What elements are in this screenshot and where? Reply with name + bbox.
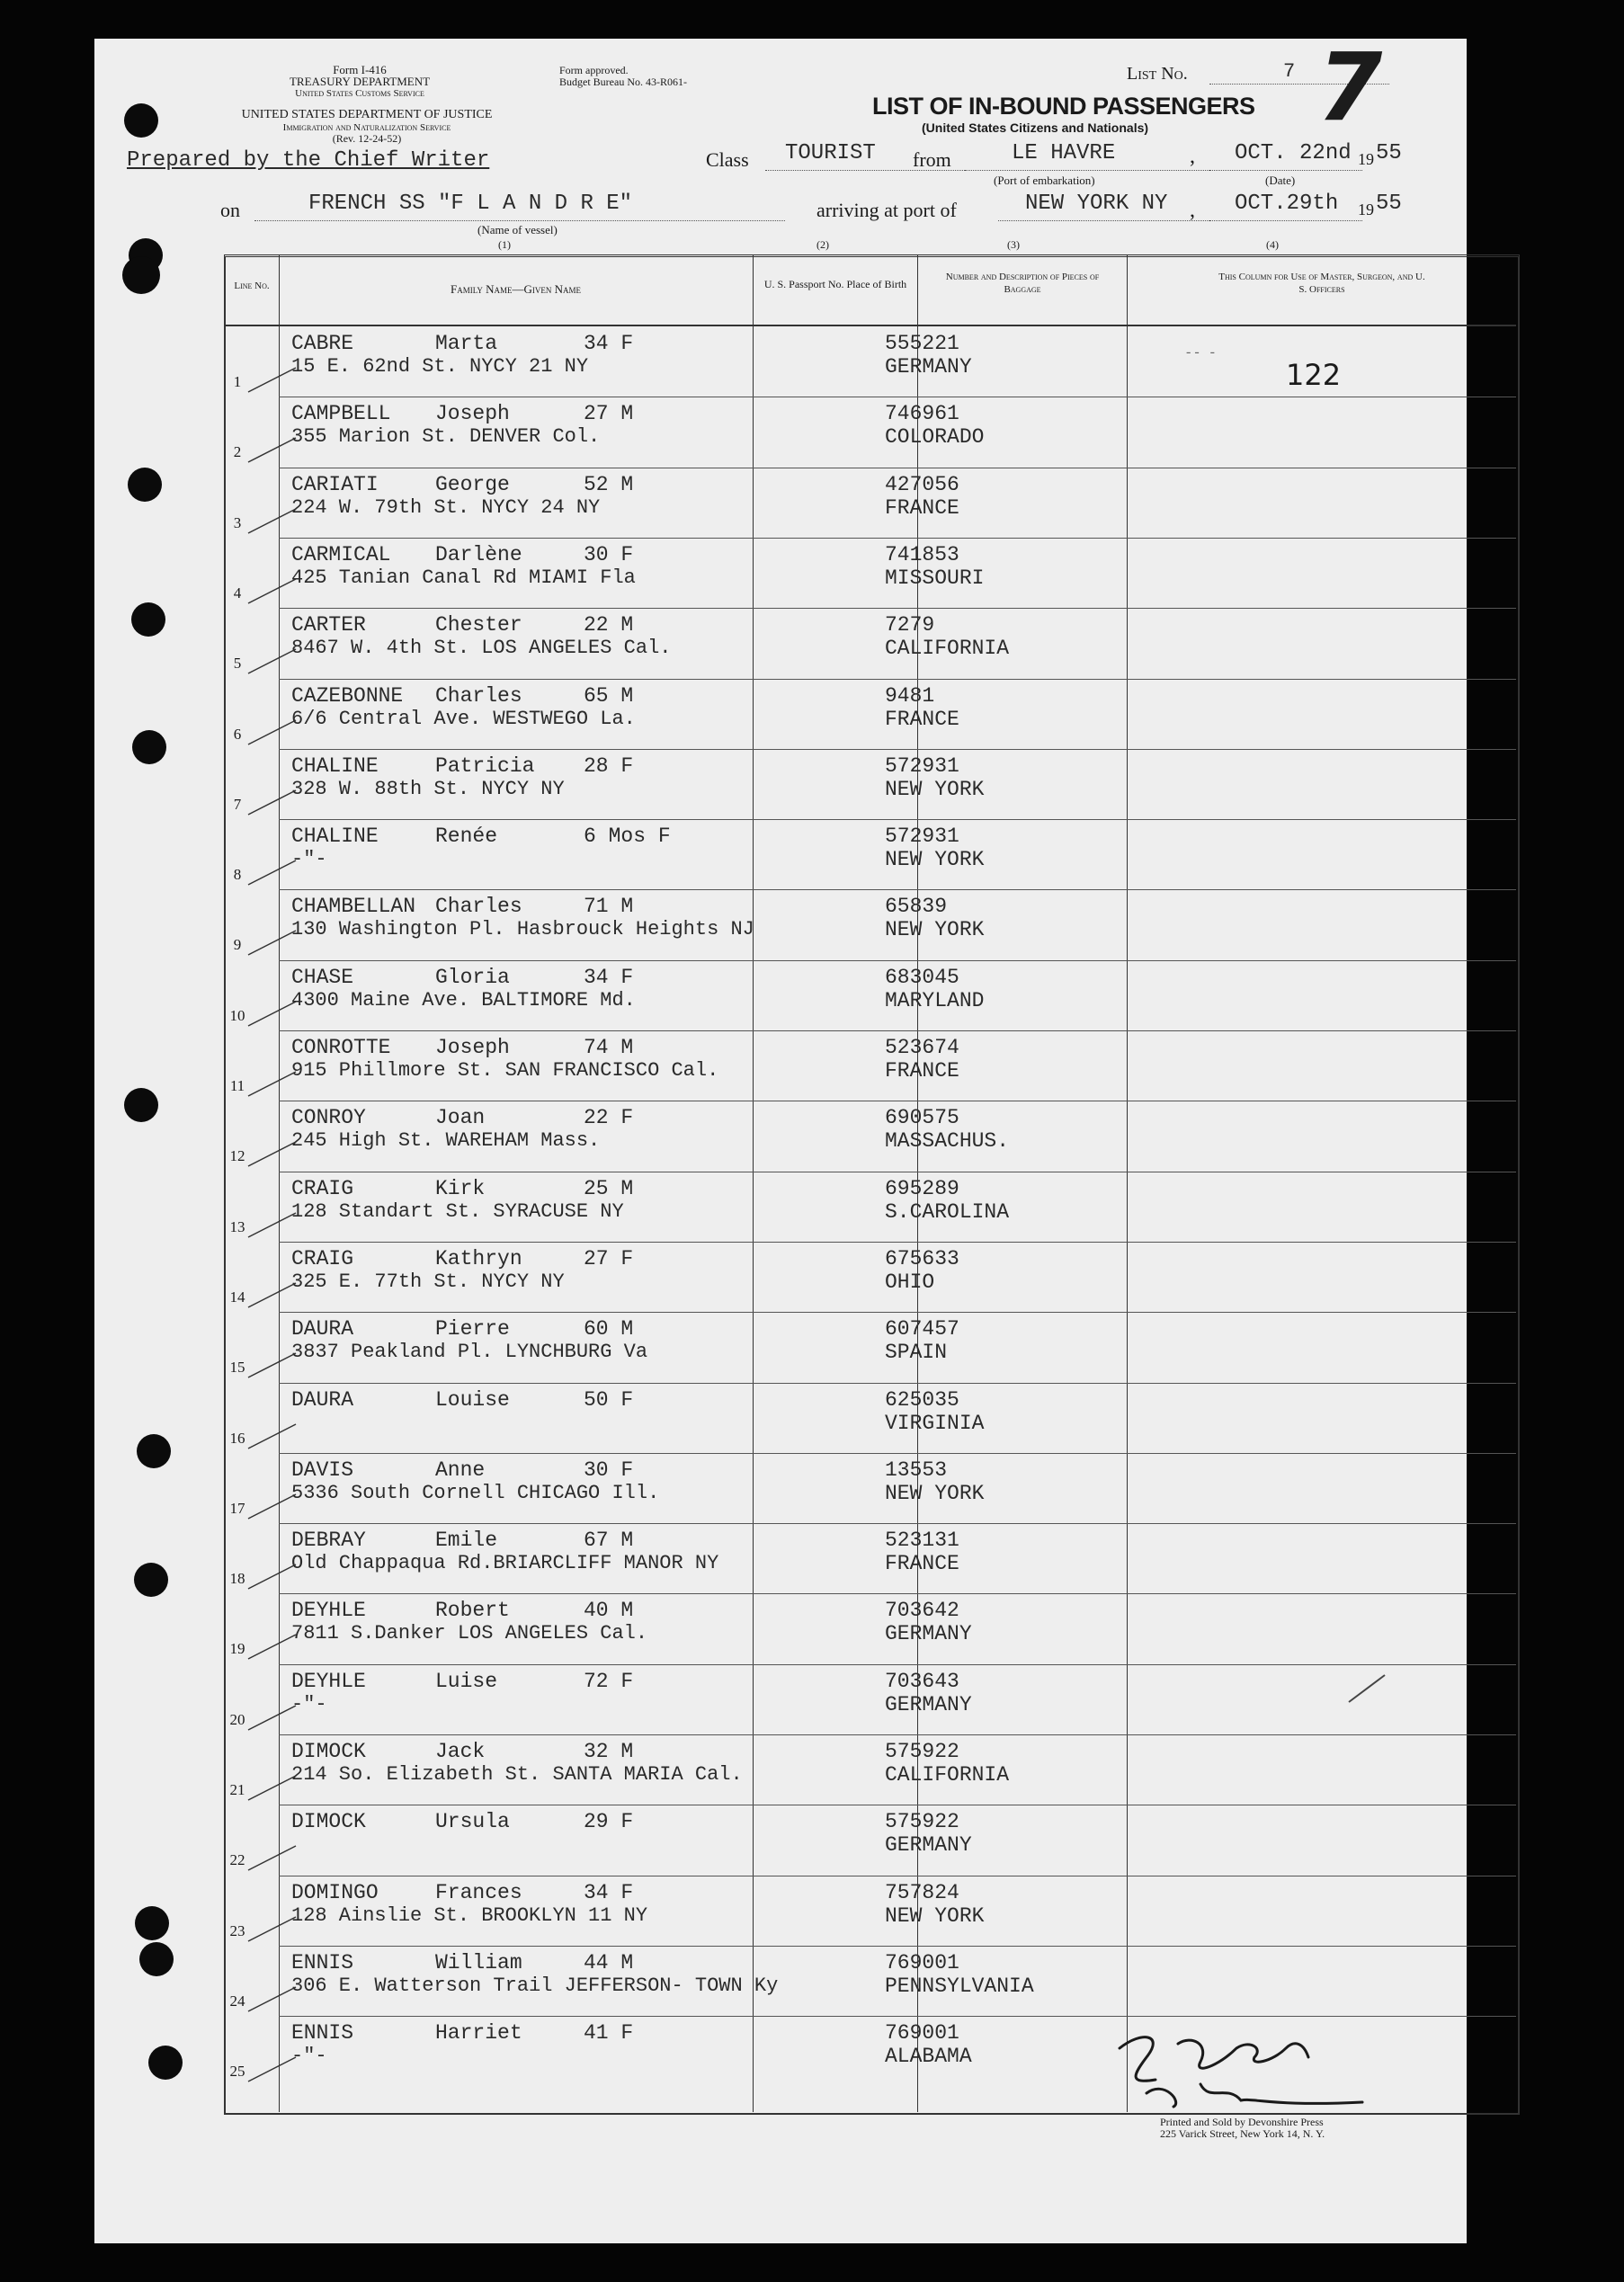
check-mark xyxy=(246,1910,300,1946)
comma-separator: , xyxy=(1190,199,1195,222)
us-address: 5336 South Cornell CHICAGO Ill. xyxy=(291,1482,660,1504)
date-caption: (Date) xyxy=(1265,174,1296,187)
punch-hole xyxy=(148,2046,183,2080)
class-value: TOURIST xyxy=(785,141,876,165)
manifest-sheet xyxy=(94,32,1467,2243)
prepared-by: Prepared by the Chief Writer xyxy=(127,148,490,173)
birthplace: NEW YORK xyxy=(885,778,985,801)
surname: ENNIS xyxy=(291,1951,354,1974)
passport-number: 757824 xyxy=(885,1881,959,1904)
given-name: Charles xyxy=(435,895,522,918)
given-name: Renée xyxy=(435,825,498,848)
surname: CONROY xyxy=(291,1106,366,1129)
passport-number: 675633 xyxy=(885,1247,959,1270)
us-address: 245 High St. WAREHAM Mass. xyxy=(291,1129,601,1152)
line-number: 22 xyxy=(229,1851,245,1868)
col-num-3: (3) xyxy=(1007,238,1020,251)
given-name: Kirk xyxy=(435,1177,486,1200)
passport-number: 690575 xyxy=(885,1106,959,1129)
line-number: 18 xyxy=(229,1570,245,1587)
punch-hole xyxy=(139,1942,174,1976)
age-sex: 27 M xyxy=(584,402,634,425)
birthplace: FRANCE xyxy=(885,708,959,731)
us-address: 7811 S.Danker LOS ANGELES Cal. xyxy=(291,1622,648,1645)
page-subtitle: (United States Citizens and Nationals) xyxy=(922,120,1149,135)
given-name: Frances xyxy=(435,1881,522,1904)
surname: CAZEBONNE xyxy=(291,684,404,708)
birthplace: COLORADO xyxy=(885,425,985,449)
birthplace: NEW YORK xyxy=(885,1904,985,1928)
line-number: 13 xyxy=(229,1218,245,1235)
birthplace: FRANCE xyxy=(885,1059,959,1083)
line-number: 6 xyxy=(233,726,242,743)
line-number: 25 xyxy=(229,2063,245,2080)
age-sex: 34 F xyxy=(584,1881,634,1904)
given-name: Gloria xyxy=(435,966,510,989)
table-row xyxy=(224,326,1461,397)
passport-number: 9481 xyxy=(885,684,935,708)
ins-label: Immigration and Naturalization Service xyxy=(282,122,451,133)
age-sex: 34 F xyxy=(584,332,634,355)
surname: CRAIG xyxy=(291,1177,354,1200)
passport-number: 695289 xyxy=(885,1177,959,1200)
line-number: 23 xyxy=(229,1922,245,1939)
given-name: Harriet xyxy=(435,2021,522,2045)
surname: DAURA xyxy=(291,1388,354,1412)
check-mark xyxy=(246,1627,300,1663)
list-no-handwritten: 7 xyxy=(1317,32,1383,142)
line-number: 19 xyxy=(229,1640,245,1657)
passport-number: 607457 xyxy=(885,1317,959,1341)
passport-number: 575922 xyxy=(885,1810,959,1833)
budget-bureau: Budget Bureau No. 43-R061- xyxy=(559,76,687,88)
us-address: 306 E. Watterson Trail JEFFERSON- TOWN Ky xyxy=(291,1974,779,1997)
age-sex: 72 F xyxy=(584,1670,634,1693)
vessel-caption: (Name of vessel) xyxy=(477,223,558,236)
us-address: 328 W. 88th St. NYCY NY xyxy=(291,778,565,800)
us-address: 325 E. 77th St. NYCY NY xyxy=(291,1270,565,1293)
given-name: Robert xyxy=(435,1599,510,1622)
line-number: 10 xyxy=(229,1007,245,1024)
check-mark xyxy=(246,1839,300,1875)
line-number: 7 xyxy=(233,796,242,813)
embarkation-port: LE HAVRE xyxy=(1012,141,1116,165)
age-sex: 22 M xyxy=(584,613,634,637)
birthplace: CALIFORNIA xyxy=(885,637,1010,660)
surname: CARIATI xyxy=(291,473,379,496)
given-name: Joseph xyxy=(435,1036,510,1059)
given-name: Marta xyxy=(435,332,498,355)
birthplace: CALIFORNIA xyxy=(885,1763,1010,1787)
age-sex: 29 F xyxy=(584,1810,634,1833)
table-row xyxy=(224,889,1461,959)
col-header-baggage: Number and Description of Pieces of Baggage xyxy=(945,272,1100,295)
table-row xyxy=(224,1593,1461,1663)
given-name: William xyxy=(435,1951,522,1974)
table-row xyxy=(224,1734,1461,1805)
justice-dept: UNITED STATES DEPARTMENT OF JUSTICE xyxy=(241,108,493,121)
age-sex: 40 M xyxy=(584,1599,634,1622)
check-mark xyxy=(246,713,300,749)
age-sex: 22 F xyxy=(584,1106,634,1129)
passport-number: 769001 xyxy=(885,1951,959,1974)
age-sex: 25 M xyxy=(584,1177,634,1200)
table-row xyxy=(224,397,1461,467)
line-number: 2 xyxy=(233,443,242,460)
given-name: Darlène xyxy=(435,543,522,566)
punch-hole xyxy=(135,1906,169,1940)
officer-marks: - - - xyxy=(1186,344,1215,360)
line-number: 11 xyxy=(229,1077,245,1094)
departure-date: OCT. 22nd xyxy=(1235,141,1352,165)
us-address: 425 Tanian Canal Rd MIAMI Fla xyxy=(291,566,636,589)
table-row xyxy=(224,1030,1461,1101)
us-address: 8467 W. 4th St. LOS ANGELES Cal. xyxy=(291,637,672,659)
age-sex: 30 F xyxy=(584,543,634,566)
passport-number: 523674 xyxy=(885,1036,959,1059)
check-mark xyxy=(246,1065,300,1101)
check-mark xyxy=(246,1346,300,1382)
age-sex: 71 M xyxy=(584,895,634,918)
revision-date: (Rev. 12-24-52) xyxy=(332,132,402,145)
check-mark xyxy=(246,1276,300,1312)
surname: CHALINE xyxy=(291,754,379,778)
punch-hole xyxy=(128,468,162,502)
check-mark xyxy=(246,783,300,819)
table-row xyxy=(224,1453,1461,1523)
line-number: 24 xyxy=(229,1992,245,2010)
us-address: 355 Marion St. DENVER Col. xyxy=(291,425,601,448)
surname: DEBRAY xyxy=(291,1529,366,1552)
check-mark xyxy=(246,642,300,678)
surname: DEYHLE xyxy=(291,1599,366,1622)
us-address: 130 Washington Pl. Hasbrouck Heights NJ xyxy=(291,918,754,940)
age-sex: 6 Mos F xyxy=(584,825,671,848)
birthplace: MASSACHUS. xyxy=(885,1129,1010,1153)
table-row xyxy=(224,1312,1461,1382)
departure-year: 55 xyxy=(1376,141,1402,165)
table-row xyxy=(224,819,1461,889)
punch-hole xyxy=(134,1563,168,1597)
us-address: -"- xyxy=(291,848,327,870)
on-label: on xyxy=(220,199,240,221)
age-sex: 32 M xyxy=(584,1740,634,1763)
given-name: Luise xyxy=(435,1670,498,1693)
passport-number: 703642 xyxy=(885,1599,959,1622)
surname: DAURA xyxy=(291,1317,354,1341)
arrival-year: 55 xyxy=(1376,192,1402,216)
birthplace: NEW YORK xyxy=(885,1482,985,1505)
check-mark xyxy=(246,1206,300,1242)
given-name: Jack xyxy=(435,1740,486,1763)
birthplace: FRANCE xyxy=(885,1552,959,1575)
check-mark xyxy=(246,1417,300,1453)
surname: CAMPBELL xyxy=(291,402,391,425)
birthplace: MISSOURI xyxy=(885,566,985,590)
passport-number: 572931 xyxy=(885,754,959,778)
birthplace: S.CAROLINA xyxy=(885,1200,1010,1224)
check-mark xyxy=(246,431,300,467)
given-name: George xyxy=(435,473,510,496)
birthplace: VIRGINIA xyxy=(885,1412,985,1435)
line-number: 17 xyxy=(229,1500,245,1517)
us-address: 6/6 Central Ave. WESTWEGO La. xyxy=(291,708,636,730)
comma-separator: , xyxy=(1190,145,1195,168)
form-number: Form I-416 xyxy=(333,63,387,76)
punch-hole xyxy=(122,256,160,294)
surname: DIMOCK xyxy=(291,1810,366,1833)
check-mark xyxy=(246,1698,300,1734)
age-sex: 65 M xyxy=(584,684,634,708)
passport-number: 555221 xyxy=(885,332,959,355)
given-name: Louise xyxy=(435,1388,510,1412)
embarkation-caption: (Port of embarkation) xyxy=(994,174,1095,187)
surname: CHAMBELLAN xyxy=(291,895,416,918)
birthplace: GERMANY xyxy=(885,1622,972,1645)
passport-number: 769001 xyxy=(885,2021,959,2045)
vessel-name: FRENCH SS "F L A N D R E" xyxy=(308,192,633,216)
table-row xyxy=(224,1664,1461,1734)
punch-hole xyxy=(131,602,165,637)
check-mark xyxy=(246,572,300,608)
age-sex: 67 M xyxy=(584,1529,634,1552)
us-address: 224 W. 79th St. NYCY 24 NY xyxy=(291,496,601,519)
arriving-label: arriving at port of xyxy=(816,199,957,221)
given-name: Pierre xyxy=(435,1317,510,1341)
given-name: Patricia xyxy=(435,754,535,778)
age-sex: 44 M xyxy=(584,1951,634,1974)
line-number: 21 xyxy=(229,1781,245,1798)
age-sex: 30 F xyxy=(584,1458,634,1482)
given-name: Anne xyxy=(435,1458,486,1482)
arrival-date: OCT.29th xyxy=(1235,192,1339,216)
given-name: Ursula xyxy=(435,1810,510,1833)
line-number: 14 xyxy=(229,1288,245,1306)
passport-number: 13553 xyxy=(885,1458,948,1482)
birthplace: FRANCE xyxy=(885,496,959,520)
table-row xyxy=(224,749,1461,819)
us-address: 15 E. 62nd St. NYCY 21 NY xyxy=(291,355,589,378)
passport-number: 575922 xyxy=(885,1740,959,1763)
check-mark xyxy=(246,1980,300,2016)
col-num-1: (1) xyxy=(498,238,511,251)
line-number: 8 xyxy=(233,866,242,883)
passport-number: 523131 xyxy=(885,1529,959,1552)
given-name: Emile xyxy=(435,1529,498,1552)
given-name: Joseph xyxy=(435,402,510,425)
line-number: 20 xyxy=(229,1711,245,1728)
surname: DIMOCK xyxy=(291,1740,366,1763)
punch-hole xyxy=(132,730,166,764)
passport-number: 741853 xyxy=(885,543,959,566)
list-no-label: List No. xyxy=(1127,64,1188,84)
age-sex: 52 M xyxy=(584,473,634,496)
passport-number: 7279 xyxy=(885,613,935,637)
birthplace: NEW YORK xyxy=(885,848,985,871)
col-header-passport: U. S. Passport No. Place of Birth xyxy=(763,278,907,290)
class-label: Class xyxy=(706,148,749,171)
passport-number: 65839 xyxy=(885,895,948,918)
table-row xyxy=(224,1876,1461,1946)
given-name: Charles xyxy=(435,684,522,708)
table-row xyxy=(224,1523,1461,1593)
line-number: 5 xyxy=(233,655,242,672)
birthplace: MARYLAND xyxy=(885,989,985,1012)
line-number: 15 xyxy=(229,1359,245,1376)
col-num-4: (4) xyxy=(1266,238,1279,251)
form-approved: Form approved. xyxy=(559,64,629,76)
table-row xyxy=(224,679,1461,749)
line-number: 3 xyxy=(233,514,242,531)
age-sex: 34 F xyxy=(584,966,634,989)
surname: CHASE xyxy=(291,966,354,989)
table-row xyxy=(224,1383,1461,1453)
birthplace: SPAIN xyxy=(885,1341,948,1364)
page-title: LIST OF IN-BOUND PASSENGERS xyxy=(872,93,1255,120)
us-address: 214 So. Elizabeth St. SANTA MARIA Cal. xyxy=(291,1763,743,1786)
treasury-dept: TREASURY DEPARTMENT xyxy=(289,75,431,88)
passport-number: 703643 xyxy=(885,1670,959,1693)
table-row xyxy=(224,1242,1461,1312)
age-sex: 50 F xyxy=(584,1388,634,1412)
check-mark xyxy=(246,1557,300,1593)
line-number: 9 xyxy=(233,936,242,953)
given-name: Kathryn xyxy=(435,1247,522,1270)
table-row xyxy=(224,1805,1461,1875)
surname: CARMICAL xyxy=(291,543,391,566)
check-mark xyxy=(246,923,300,959)
col-num-2: (2) xyxy=(816,238,829,251)
printer-address: 225 Varick Street, New York 14, N. Y. xyxy=(1160,2127,1325,2140)
customs-service: United States Customs Service xyxy=(295,88,424,99)
passport-number: 746961 xyxy=(885,402,959,425)
check-mark xyxy=(246,1135,300,1171)
punch-hole xyxy=(137,1434,171,1468)
surname: CARTER xyxy=(291,613,366,637)
arrival-port: NEW YORK NY xyxy=(1025,192,1168,216)
age-sex: 74 M xyxy=(584,1036,634,1059)
birthplace: PENNSYLVANIA xyxy=(885,1974,1034,1998)
passport-number: 427056 xyxy=(885,473,959,496)
check-mark xyxy=(246,2050,300,2086)
col-header-officers: This Column for Use of Master, Surgeon, and U. S. Officers xyxy=(1218,272,1425,295)
printer-credit: Printed and Sold by Devonshire Press xyxy=(1160,2116,1324,2128)
surname: CHALINE xyxy=(291,825,379,848)
passport-number: 572931 xyxy=(885,825,959,848)
line-number: 4 xyxy=(233,584,242,602)
surname: DOMINGO xyxy=(291,1881,379,1904)
surname: CABRE xyxy=(291,332,354,355)
table-row xyxy=(224,608,1461,678)
us-address: 128 Ainslie St. BROOKLYN 11 NY xyxy=(291,1904,648,1927)
check-mark xyxy=(246,361,300,397)
col-header-line: Line No. xyxy=(234,281,270,291)
passport-number: 683045 xyxy=(885,966,959,989)
surname: DAVIS xyxy=(291,1458,354,1482)
line-number: 1 xyxy=(233,373,242,390)
us-address: 128 Standart St. SYRACUSE NY xyxy=(291,1200,624,1223)
line-number: 12 xyxy=(229,1147,245,1164)
line-number: 16 xyxy=(229,1430,245,1447)
birthplace: OHIO xyxy=(885,1270,935,1294)
surname: DEYHLE xyxy=(291,1670,366,1693)
birthplace: GERMANY xyxy=(885,1693,972,1716)
age-sex: 41 F xyxy=(584,2021,634,2045)
col-header-name: Family Name—Given Name xyxy=(451,282,581,296)
list-no-typed: 7 xyxy=(1283,60,1296,83)
us-address: 915 Phillmore St. SAN FRANCISCO Cal. xyxy=(291,1059,719,1082)
surname: CONROTTE xyxy=(291,1036,391,1059)
surname: ENNIS xyxy=(291,2021,354,2045)
check-mark xyxy=(246,1487,300,1523)
pen-mark xyxy=(1344,1671,1389,1707)
age-sex: 60 M xyxy=(584,1317,634,1341)
officer-number: 122 xyxy=(1286,358,1342,392)
age-sex: 27 F xyxy=(584,1247,634,1270)
given-name: Chester xyxy=(435,613,522,637)
from-label: from xyxy=(913,148,951,171)
birthplace: GERMANY xyxy=(885,1833,972,1857)
table-row xyxy=(224,1101,1461,1171)
given-name: Joan xyxy=(435,1106,486,1129)
check-mark xyxy=(246,502,300,538)
us-address: 3837 Peakland Pl. LYNCHBURG Va xyxy=(291,1341,648,1363)
check-mark xyxy=(246,853,300,889)
us-address: -"- xyxy=(291,1693,327,1716)
table-row xyxy=(224,960,1461,1030)
punch-hole xyxy=(124,103,158,138)
table-row xyxy=(224,468,1461,538)
check-mark xyxy=(246,1769,300,1805)
signature xyxy=(1093,1994,1380,2116)
table-row xyxy=(224,1172,1461,1242)
us-address: 4300 Maine Ave. BALTIMORE Md. xyxy=(291,989,636,1012)
passport-number: 625035 xyxy=(885,1388,959,1412)
age-sex: 28 F xyxy=(584,754,634,778)
surname: CRAIG xyxy=(291,1247,354,1270)
birthplace: NEW YORK xyxy=(885,918,985,941)
us-address: Old Chappaqua Rd.BRIARCLIFF MANOR NY xyxy=(291,1552,719,1574)
us-address: -"- xyxy=(291,2045,327,2067)
birthplace: ALABAMA xyxy=(885,2045,972,2068)
departure-year-prefix: 19 xyxy=(1358,150,1374,168)
check-mark xyxy=(246,994,300,1030)
punch-hole xyxy=(124,1088,158,1122)
birthplace: GERMANY xyxy=(885,355,972,379)
table-row xyxy=(224,538,1461,608)
arrival-year-prefix: 19 xyxy=(1358,201,1374,218)
